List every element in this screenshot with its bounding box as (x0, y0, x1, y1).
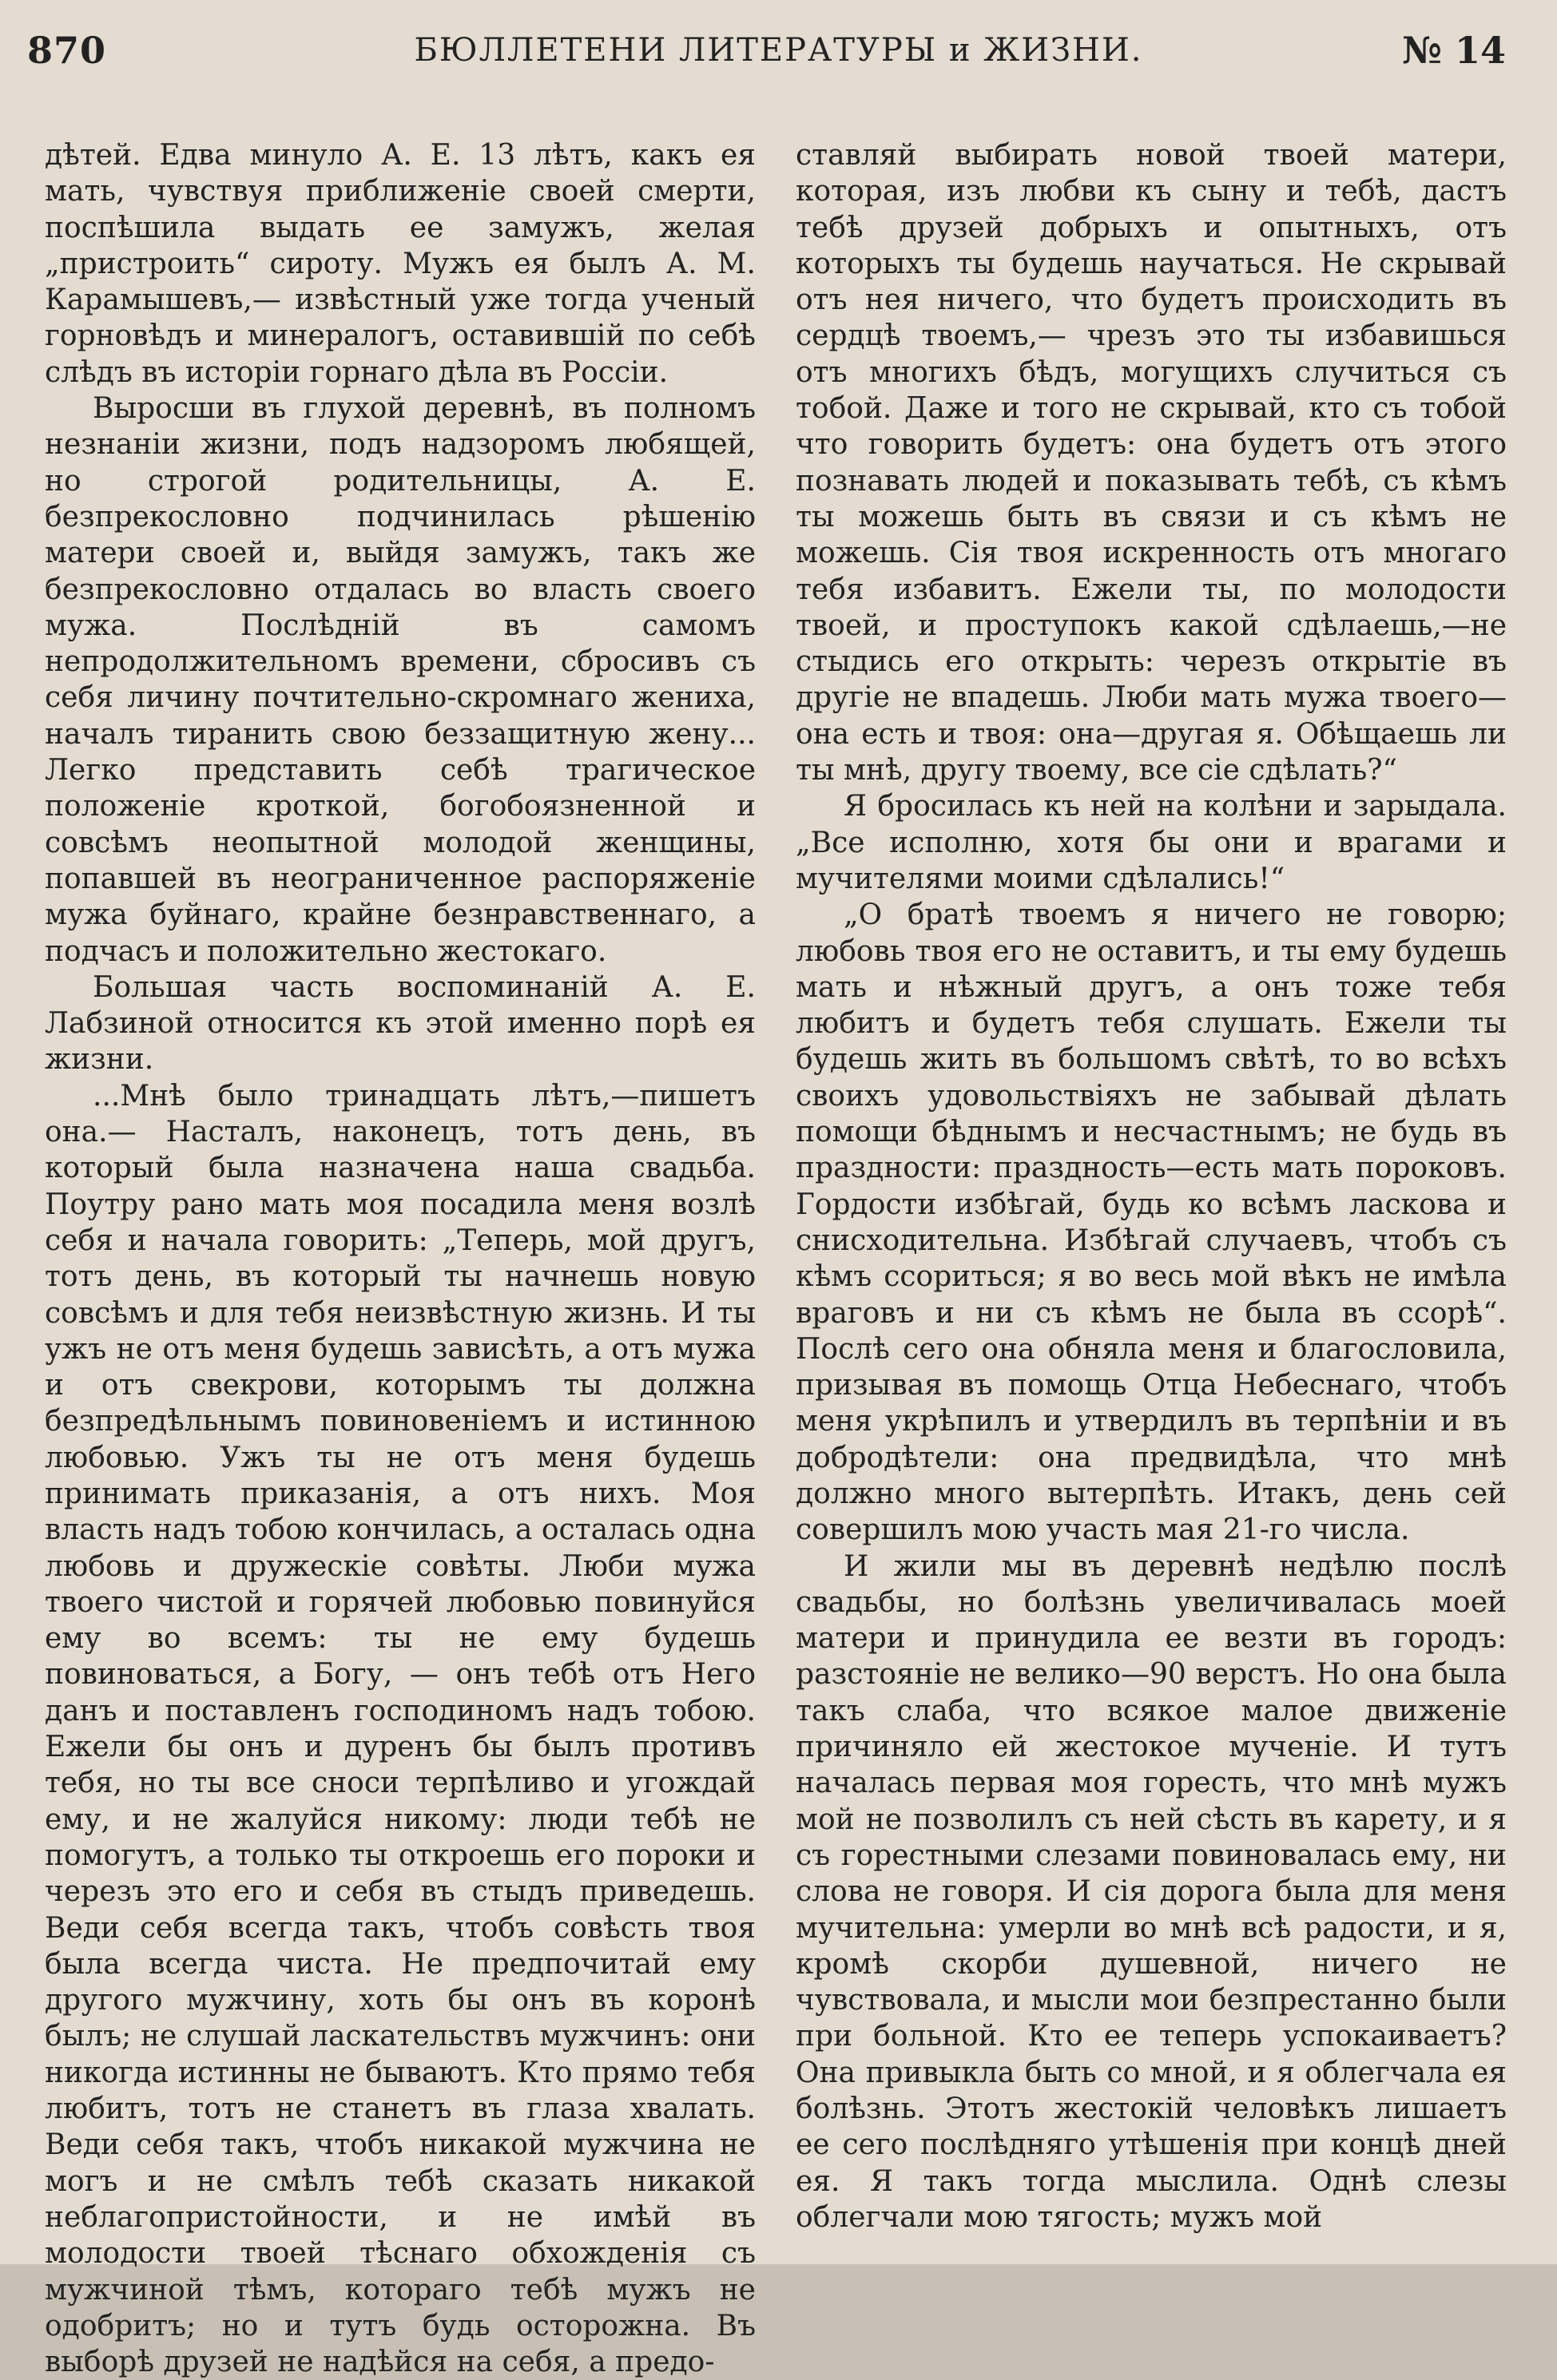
issue-number: № 14 (1401, 29, 1506, 72)
paragraph: „О братѣ твоемъ я ничего не говорю; любовь твоя его не оставитъ, и ты ему будешь мать и нѣжный другъ, а онъ тоже тебя любитъ и будетъ тебя слушать. Ежели ты будешь жить въ большомъ свѣтѣ, то во всѣхъ своихъ удовольствіяхъ не забывай дѣлать помощи бѣднымъ и несчастнымъ; не будь въ праздности: праздность—есть мать пороковъ. Гордости избѣгай, будь ко всѣмъ ласкова и снисходительна. Избѣгай случаевъ, чтобъ съ кѣмъ ссориться; я во весь мой вѣкъ не имѣла враговъ и ни съ кѣмъ не была въ ссорѣ“. Послѣ сего она обняла меня и благословила, призывая въ помощь Отца Небеснаго, чтобъ меня укрѣпилъ и утвердилъ въ терпѣніи и въ добродѣтели: она предвидѣла, что мнѣ должно много вытерпѣть. Итакъ, день сей совершилъ мою участь мая 21-го числа. (796, 898, 1507, 1547)
paragraph: Я бросилась къ ней на колѣни и зарыдала. „Все исполню, хотя бы они и врагами и мучителями моими сдѣлались!“ (796, 790, 1507, 895)
page-number: 870 (27, 29, 107, 72)
paragraph: дѣтей. Едва минуло А. Е. 13 лѣтъ, какъ ея мать, чувствуя приближеніе своей смерти, поспѣшила выдать ее замужъ, желая „пристроить“ сироту. Мужъ ея былъ А. М. Карамышевъ,— извѣстный уже тогда ученый горновѣдъ и минералогъ, оставившій по себѣ слѣдъ въ исторіи горнаго дѣла въ Россіи. (45, 139, 756, 389)
paragraph: ...Мнѣ было тринадцать лѣтъ,—пишетъ она.— Насталъ, наконецъ, тотъ день, въ который была назначена наша свадьба. Поутру рано мать моя посадила меня возлѣ себя и начала говорить: „Теперь, мой другъ, тотъ день, въ который ты начнешь новую совсѣмъ и для тебя неизвѣстную жизнь. И ты ужъ не отъ меня будешь зависѣть, а отъ мужа и отъ свекрови, которымъ ты должна безпредѣльнымъ повиновеніемъ и истинною любовью. Ужъ ты не отъ меня будешь принимать приказанія, а отъ нихъ. Моя власть надъ тобою кончилась, а осталась одна любовь и дружескіе совѣты. Люби мужа твоего чистой и горячей любовью повинуйся ему во всемъ: ты не ему будешь повиноваться, а Богу, — онъ тебѣ отъ Него данъ и поставленъ господиномъ надъ тобою. Ежели бы онъ и дуренъ бы былъ противъ тебя, но ты все сноси терпѣливо и угождай ему, и не жалуйся никому: люди тебѣ не помогутъ, а только ты откроешь его пороки и черезъ это его и себя въ стыдъ приведешь. Веди себя всегда такъ, чтобъ совѣсть твоя была всегда чиста. Не предпочитай ему другого мужчину, хоть бы онъ въ коронѣ былъ; не слушай ласкательствъ мужчинъ: они никогда истинны не бываютъ. Кто прямо тебя любитъ, тотъ не станетъ въ глаза хвалать. Веди себя такъ, чтобъ никакой мужчина не могъ и не смѣлъ тебѣ сказать никакой неблагопристойности, и не имѣй въ молодости твоей тѣснаго обхожденія съ мужчиной тѣмъ, котораго тебѣ мужъ не одобритъ; но и тутъ будь осторожна. Въ выборѣ друзей не надѣйся на себя, а предо- (45, 1079, 756, 2379)
paragraph: И жили мы въ деревнѣ недѣлю послѣ свадьбы, но болѣзнь увеличивалась моей матери и принудила ее везти въ городъ: разстояніе не велико—90 верстъ. Но она была такъ слаба, что всякое малое движеніе причиняло ей жестокое мученіе. И тутъ началась первая моя горесть, что мнѣ мужъ мой не позволилъ съ ней сѣсть въ карету, и я съ горестными слезами повиновалась ему, ни слова не говоря. И сія дорога была для меня мучительна: умерли во мнѣ всѣ радости, и я, кромѣ скорби душевной, ничего не чувствовала, и мысли мои безпрестанно были при больной. Кто ее теперь успокаиваетъ? Она привыкла быть со мной, и я облегчала ея болѣзнь. Этотъ жестокій человѣкъ лишаетъ ее сего послѣдняго утѣшенія при концѣ дней ея. Я такъ тогда мыслила. Однѣ слезы облегчали мою тягость; мужъ мой (796, 1549, 1507, 2234)
paragraph: Выросши въ глухой деревнѣ, въ полномъ незнаніи жизни, подъ надзоромъ любящей, но строгой родительницы, А. Е. безпрекословно подчинилась рѣшенію матери своей и, выйдя замужъ, такъ же безпрекословно отдалась во власть своего мужа. Послѣдній въ самомъ непродолжительномъ времени, сбросивъ съ себя личину почтительно-скромнаго жениха, началъ тиранить свою беззащитную жену... Легко представить себѣ трагическое положеніе кроткой, богобоязненной и совсѣмъ неопытной молодой женщины, попавшей въ неограниченное распоряженіе мужа буйнаго, крайне безнравственнаго, а подчасъ и положительно жестокаго. (45, 392, 756, 968)
page-header (0, 29, 1557, 93)
left-column (45, 137, 756, 2380)
running-title: БЮЛЛЕТЕНИ ЛИТЕРАТУРЫ и ЖИЗНИ. (414, 32, 1143, 69)
right-column (796, 137, 1507, 2235)
paragraph: ставляй выбирать новой твоей матери, которая, изъ любви къ сыну и тебѣ, дастъ тебѣ друзей добрыхъ и опытныхъ, отъ которыхъ ты будешь научаться. Не скрывай отъ нея ничего, что будетъ происходить въ сердцѣ твоемъ,— чрезъ это ты избавишься отъ многихъ бѣдъ, могущихъ случиться съ тобой. Даже и того не скрывай, кто съ тобой что говорить будетъ: она будетъ отъ этого познавать людей и показывать тебѣ, съ кѣмъ ты можешь быть въ связи и съ кѣмъ не можешь. Сія твоя искренность отъ многаго тебя избавитъ. Ежели ты, по молодости твоей, и проступокъ какой сдѣлаешь,—не стыдись его открыть: черезъ открытіе въ другіе не впадешь. Люби мать мужа твоего—она есть и твоя: она—другая я. Обѣщаешь ли ты мнѣ, другу твоему, все сіе сдѣлать?“ (796, 139, 1507, 787)
paragraph: Большая часть воспоминаній А. Е. Лабзиной относится къ этой именно порѣ ея жизни. (45, 970, 756, 1077)
